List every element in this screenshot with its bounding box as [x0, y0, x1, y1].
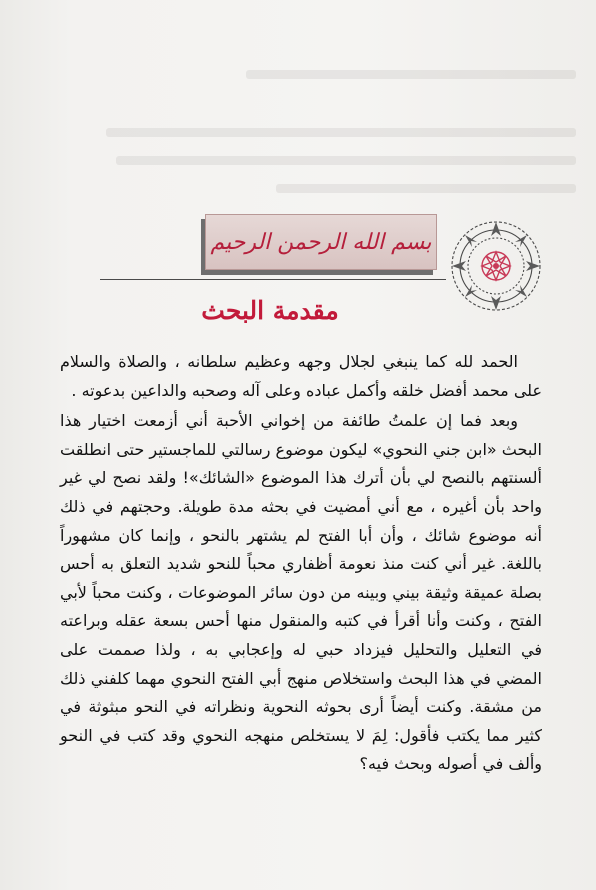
bleed-through-line [276, 184, 576, 193]
bleed-through-line [246, 70, 576, 79]
body-text [60, 348, 542, 779]
bleed-through-line [106, 128, 576, 137]
paragraph-2: وبعد فما إن علمتُ طائفة من إخواني الأحبة أني أزمعت اختيار هذا البحث «ابن جني النحوي» ليكون موضوع رسالتي للماجستير حتى انطلقت ألسنتهم بالنصح لي بأن أترك هذا الموضوع «الشائك»! ولقد نصح لي غير واحد بأن أغيره ، مع أني أمضيت في بحثه مدة طويلة. وحجتهم في ذلك أنه موضوع شائك ، وأن أبا الفتح لم يشتهر بالنحو ، وإنما كان مشهوراً باللغة. غير أني كنت منذ نعومة أظفاري محباً للنحو شديد التعلق به أحس بصلة عميقة وثيقة بيني وبينه من دون سائر الموضوعات ، وكنت محباً لأبي الفتح ، وكنت وأنا أقرأ في كتبه والمنقول منها أحس بسعة عقله وبراعته في التعليل والتحليل فيزداد حبي له وإعجابي به ، ولذا صممت على المضي في هذا البحث واستخلاص منهج أبي الفتح النحوي مهما كلفني ذلك من مشقة. وكنت أيضاً أرى بحوثه النحوية ونظراته في النحو مبثوثة في كثير مما يكتب فأقول: لِمَ لا يستخلص منهجه النحوي وقد كتب في النحو وألف في أصوله وبحث فيه؟ [60, 411, 542, 774]
basmala-banner [205, 214, 437, 270]
bleed-through-line [116, 156, 576, 165]
paragraph-1: الحمد لله كما ينبغي لجلال وجهه وعظيم سلطانه ، والصلاة والسلام على محمد أفضل خلقه وأكمل عباده وعلى آله وصحبه والداعين بدعوته . [60, 352, 542, 400]
title-divider [100, 279, 446, 280]
rosette-ornament-icon [448, 218, 544, 314]
basmala-text: بسم الله الرحمن الرحيم [210, 229, 432, 255]
page-title: مقدمة البحث [201, 296, 339, 325]
